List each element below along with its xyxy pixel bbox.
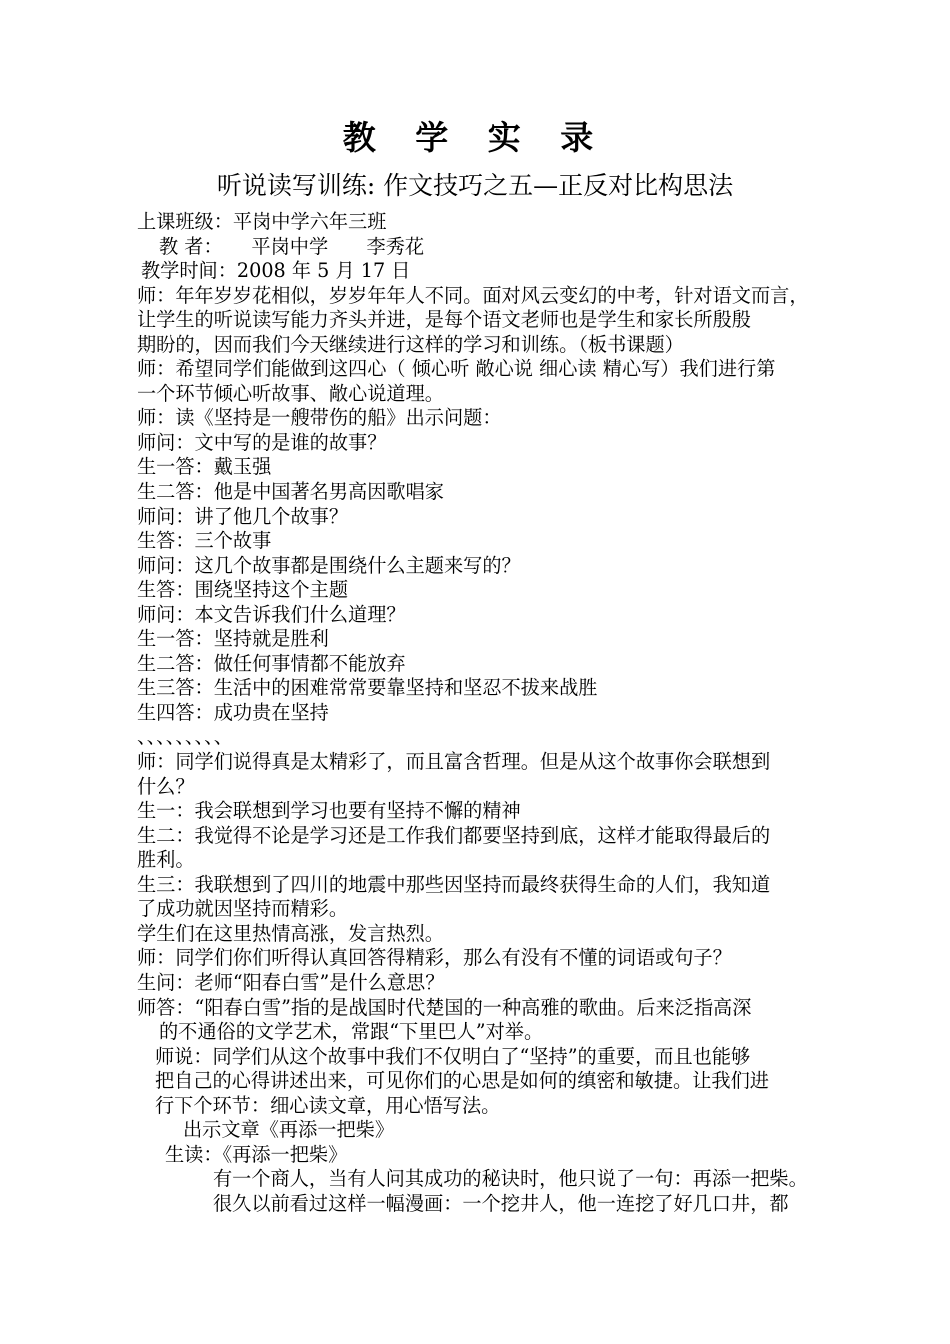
- text-line: 生三答：生活中的困难常常要靠坚持和坚忍不拔来战胜: [137, 676, 598, 700]
- text-line: 有一个商人，当有人问其成功的秘诀时，他只说了一句：再添一把柴。: [213, 1167, 808, 1191]
- text-line: 一个环节倾心听故事、敞心说道理。: [137, 381, 444, 405]
- text-line: 生四答：成功贵在坚持: [137, 700, 329, 724]
- text-line: 生读：《再添一把柴》: [165, 1142, 348, 1166]
- text-line: 的不通俗的文学艺术，常跟“下里巴人”对举。: [159, 1020, 544, 1044]
- text-line: 让学生的听说读写能力齐头并进，是每个语文老师也是学生和家长所殷殷: [137, 308, 751, 332]
- text-line: 师问：本文告诉我们什么道理？: [137, 602, 406, 626]
- text-line: 行下个环节：细心读文章，用心悟写法。: [155, 1093, 501, 1117]
- text-line: 很久以前看过这样一幅漫画：一个挖井人，他一连挖了好几口井，都: [213, 1191, 789, 1215]
- text-line: 什么？: [137, 774, 195, 798]
- text-line: 期盼的，因而我们今天继续进行这样的学习和训练。（板书课题）: [137, 332, 684, 356]
- text-line: 师说：同学们从这个故事中我们不仅明白了“坚持”的重要，而且也能够: [155, 1044, 751, 1068]
- text-line: 师：年年岁岁花相似，岁岁年年人不同。面对风云变幻的中考，针对语文而言，: [137, 283, 809, 307]
- text-line: 师问：文中写的是谁的故事？: [137, 430, 387, 454]
- text-line: 胜利。: [137, 848, 195, 872]
- text-line: 师：同学们说得真是太精彩了，而且富含哲理。但是从这个故事你会联想到: [137, 750, 771, 774]
- text-line: 把自己的心得讲述出来，可见你们的心思是如何的缜密和敏捷。让我们进: [155, 1069, 769, 1093]
- text-line: 上课班级：平岗中学六年三班: [137, 210, 387, 233]
- text-line: 师：希望同学们能做到这四心（ 倾心听 敞心说 细心读 精心写）我们进行第: [137, 357, 776, 381]
- text-line: 生二：我觉得不论是学习还是工作我们都要坚持到底，这样才能取得最后的: [137, 823, 771, 847]
- text-line: 了成功就因坚持而精彩。: [137, 897, 349, 921]
- document-subtitle: 听说读写训练: 作文技巧之五—正反对比构思法: [216, 171, 734, 200]
- text-line: 师答：“阳春白雪”指的是战国时代楚国的一种高雅的歌曲。后来泛指高深: [137, 995, 752, 1019]
- text-line: 师问：这几个故事都是围绕什么主题来写的？: [137, 553, 521, 577]
- text-line: 生三：我联想到了四川的地震中那些因坚持而最终获得生命的人们，我知道: [137, 872, 771, 896]
- text-line: 、、、、、、、、、: [137, 725, 233, 749]
- text-line: 生一：我会联想到学习也要有坚持不懈的精神: [137, 799, 521, 823]
- text-line: 生二答：做任何事情都不能放弃: [137, 651, 406, 675]
- text-line: 教学时间：2008 年 5 月 17 日: [141, 259, 411, 283]
- text-line: 师问：讲了他几个故事？: [137, 504, 349, 528]
- text-line: 师：同学们你们听得认真回答得精彩，那么有没有不懂的词语或句子？: [137, 946, 732, 970]
- text-line: 生答：围绕坚持这个主题: [137, 578, 349, 602]
- text-line: 生问：老师“阳春白雪”是什么意思？: [137, 970, 445, 994]
- text-line: 学生们在这里热情高涨，发言热烈。: [137, 921, 444, 945]
- text-line: 生一答：坚持就是胜利: [137, 627, 329, 651]
- text-line: 出示文章《再添一把柴》: [183, 1118, 395, 1142]
- text-line: 师：读《坚持是一艘带伤的船》出示问题：: [137, 406, 502, 430]
- document-body: [137, 210, 867, 1216]
- text-line: 生答：三个故事: [137, 529, 272, 553]
- text-line: 教 者： 平岗中学 李秀花: [159, 234, 425, 258]
- text-line: 生一答：戴玉强: [137, 455, 272, 479]
- text-line: 生二答：他是中国著名男高因歌唱家: [137, 480, 444, 504]
- document-title: 教 学 实 录: [342, 118, 608, 157]
